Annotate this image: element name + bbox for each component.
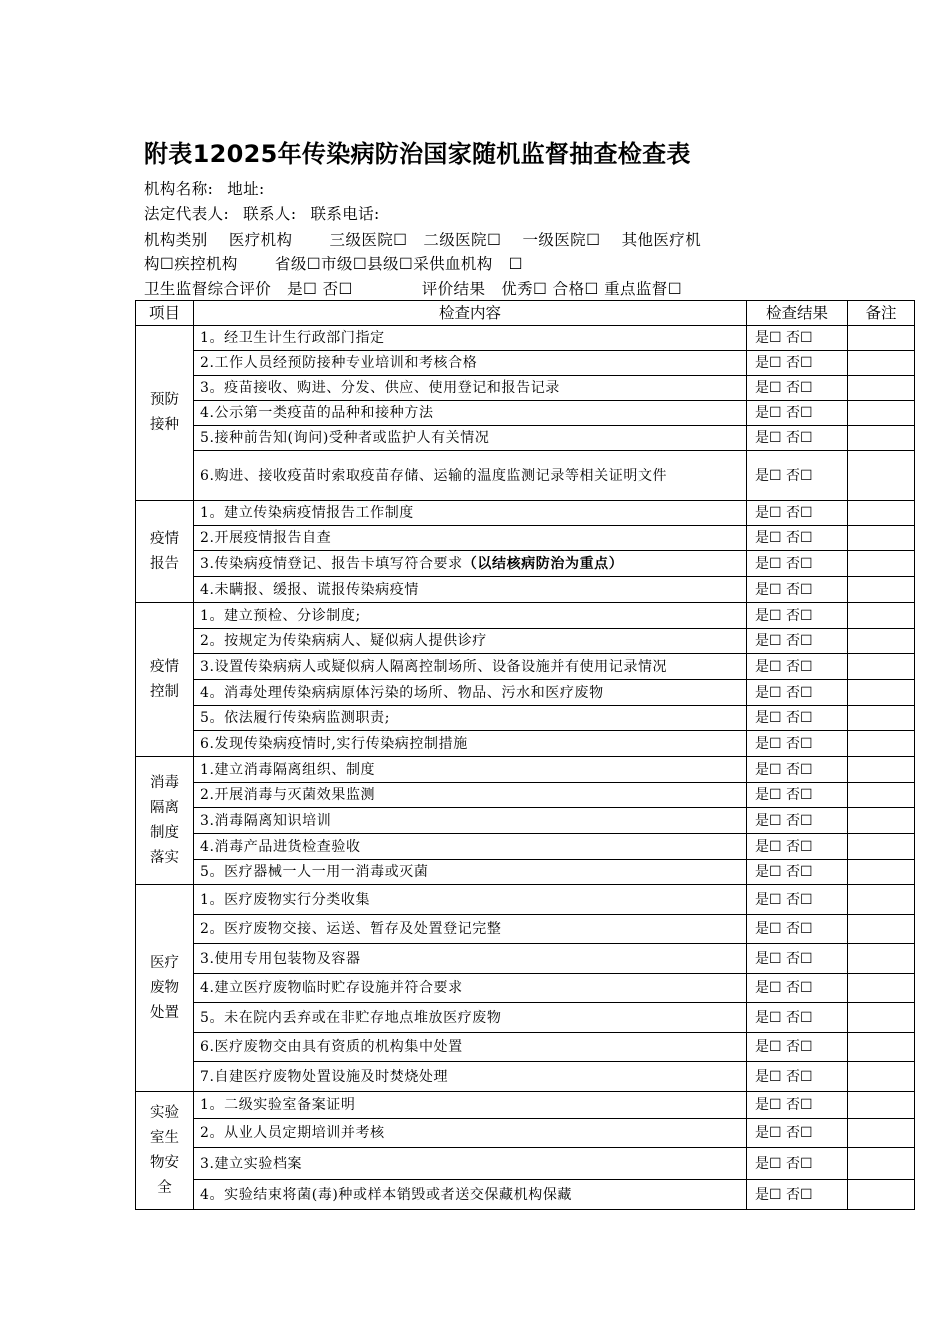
check-item-text: 6.医疗废物交由具有资质的机构集中处置 — [200, 1039, 463, 1055]
category-label-line: 控制 — [150, 683, 179, 700]
category-label-line: 医疗 — [150, 954, 179, 971]
check-item-cell — [194, 1119, 747, 1148]
category-cell — [136, 603, 194, 757]
category-label-line: 实验 — [150, 1104, 179, 1121]
check-item-text: 5.接种前告知(询问)受种者或监护人有关情况 — [200, 430, 490, 446]
check-item-text: 6.发现传染病疫情时,实行传染病控制措施 — [200, 735, 468, 752]
institution-name-label: 机构名称: — [144, 180, 214, 198]
category-label-line: 室生 — [150, 1129, 179, 1146]
address-label: 地址: — [227, 180, 265, 198]
check-item-cell — [194, 1033, 747, 1062]
result-checkbox-cell[interactable]: 是☐ 否☐ — [747, 1119, 848, 1148]
result-checkbox-cell[interactable]: 是☐ 否☐ — [747, 654, 848, 680]
table-row — [136, 974, 915, 1003]
check-item-text: 3.设置传染病病人或疑似病人隔离控制场所、设备设施并有使用记录情况 — [200, 658, 668, 675]
table-row — [136, 731, 915, 757]
note-cell[interactable] — [848, 1033, 915, 1062]
check-item-text: 5。医疗器械一人一用一消毒或灭菌 — [200, 864, 429, 880]
emphasis-note: （以结核病防治为重点） — [462, 555, 624, 572]
category-label-line: 疫情 — [150, 530, 179, 547]
check-item-cell — [194, 376, 747, 401]
note-cell[interactable] — [848, 680, 915, 706]
table-row — [136, 1062, 915, 1092]
table-row — [136, 885, 915, 915]
check-item-cell — [194, 757, 747, 783]
note-cell[interactable] — [848, 501, 915, 526]
info-line-category-cont: 构☐疾控机构 省级☐市级☐县级☐采供血机构 ☐ — [144, 255, 523, 273]
note-cell[interactable] — [848, 944, 915, 974]
info-line-evaluation: 卫生监督综合评价 是☐ 否☐ 评价结果 优秀☐ 合格☐ 重点监督☐ — [144, 280, 682, 298]
check-item-text: 2。医疗废物交接、运送、暂存及处置登记完整 — [200, 921, 502, 937]
table-row — [136, 426, 915, 451]
note-cell[interactable] — [848, 915, 915, 944]
contact-person-label: 联系人: — [243, 205, 297, 223]
table-row — [136, 915, 915, 944]
result-checkbox-cell[interactable]: 是☐ 否☐ — [747, 915, 848, 944]
check-item-cell — [194, 654, 747, 680]
inspection-table — [135, 300, 915, 1210]
table-row — [136, 1092, 915, 1119]
check-item-cell — [194, 731, 747, 757]
header-item: 项目 — [136, 301, 194, 326]
check-item-text: 5。依法履行传染病监测职责; — [200, 710, 391, 726]
check-item-text: 1。医疗废物实行分类收集 — [200, 891, 371, 908]
note-cell[interactable] — [848, 1148, 915, 1180]
table-body — [136, 326, 915, 1210]
result-checkbox-cell[interactable]: 是☐ 否☐ — [747, 351, 848, 376]
check-item-text: 1.建立消毒隔离组织、制度 — [200, 761, 376, 778]
note-cell[interactable] — [848, 860, 915, 885]
note-cell[interactable] — [848, 526, 915, 551]
note-cell[interactable] — [848, 974, 915, 1003]
header-content: 检查内容 — [194, 301, 747, 326]
table-row — [136, 944, 915, 974]
check-item-cell — [194, 401, 747, 426]
check-item-text: 3.建立实验档案 — [200, 1155, 303, 1172]
legal-rep-label: 法定代表人: — [144, 205, 230, 223]
result-checkbox-cell[interactable]: 是☐ 否☐ — [747, 326, 848, 351]
check-item-text: 4.公示第一类疫苗的品种和接种方法 — [200, 405, 434, 421]
result-checkbox-cell[interactable]: 是☐ 否☐ — [747, 1003, 848, 1033]
header-note: 备注 — [848, 301, 915, 326]
info-line-institution — [144, 177, 279, 199]
check-item-text: 2.工作人员经预防接种专业培训和考核合格 — [200, 355, 478, 371]
category-cell — [136, 757, 194, 885]
table-row — [136, 654, 915, 680]
result-checkbox-cell[interactable]: 是☐ 否☐ — [747, 451, 848, 501]
check-item-text: 3。疫苗接收、购进、分发、供应、使用登记和报告记录 — [200, 380, 560, 396]
note-cell[interactable] — [848, 603, 915, 629]
check-item-cell — [194, 974, 747, 1003]
result-checkbox-cell[interactable]: 是☐ 否☐ — [747, 944, 848, 974]
note-cell[interactable] — [848, 1119, 915, 1148]
category-label-line: 落实 — [150, 849, 179, 866]
check-item-text: 2.开展消毒与灭菌效果监测 — [200, 787, 376, 803]
table-row — [136, 526, 915, 551]
result-checkbox-cell[interactable]: 是☐ 否☐ — [747, 551, 848, 577]
table-row — [136, 1033, 915, 1062]
table-row — [136, 501, 915, 526]
table-row — [136, 401, 915, 426]
note-cell[interactable] — [848, 426, 915, 451]
category-label-line: 隔离 — [150, 799, 179, 816]
result-checkbox-cell[interactable]: 是☐ 否☐ — [747, 1062, 848, 1092]
check-item-text: 1。经卫生计生行政部门指定 — [200, 330, 385, 346]
table-row — [136, 376, 915, 401]
header-result: 检查结果 — [747, 301, 848, 326]
result-checkbox-cell[interactable]: 是☐ 否☐ — [747, 757, 848, 783]
table-row — [136, 808, 915, 834]
note-cell[interactable] — [848, 808, 915, 834]
note-cell[interactable] — [848, 577, 915, 603]
check-item-cell — [194, 526, 747, 551]
note-cell[interactable] — [848, 401, 915, 426]
check-item-text: 5。未在院内丢弃或在非贮存地点堆放医疗废物 — [200, 1009, 502, 1026]
table-row — [136, 680, 915, 706]
note-cell[interactable] — [848, 757, 915, 783]
table-row — [136, 629, 915, 654]
contact-phone-label: 联系电话: — [310, 205, 380, 223]
check-item-cell — [194, 451, 747, 501]
check-item-cell — [194, 501, 747, 526]
note-cell[interactable] — [848, 376, 915, 401]
check-item-cell — [194, 680, 747, 706]
note-cell[interactable] — [848, 1180, 915, 1210]
check-item-cell — [194, 351, 747, 376]
result-checkbox-cell[interactable]: 是☐ 否☐ — [747, 501, 848, 526]
check-item-text: 2。从业人员定期培训并考核 — [200, 1125, 385, 1141]
check-item-cell — [194, 629, 747, 654]
check-item-text: 1。二级实验室备案证明 — [200, 1097, 356, 1113]
result-checkbox-cell[interactable]: 是☐ 否☐ — [747, 376, 848, 401]
check-item-cell — [194, 860, 747, 885]
check-item-text: 6.购进、接收疫苗时索取疫苗存储、运输的温度监测记录等相关证明文件 — [200, 467, 668, 484]
result-checkbox-cell[interactable]: 是☐ 否☐ — [747, 1092, 848, 1119]
check-item-cell — [194, 551, 747, 577]
result-checkbox-cell[interactable]: 是☐ 否☐ — [747, 860, 848, 885]
table-row — [136, 1003, 915, 1033]
result-checkbox-cell[interactable]: 是☐ 否☐ — [747, 731, 848, 757]
check-item-text: 3.传染病疫情登记、报告卡填写符合要求 — [200, 555, 463, 572]
table-row — [136, 1119, 915, 1148]
category-label-line: 物安 — [150, 1154, 179, 1171]
check-item-text: 3.消毒隔离知识培训 — [200, 812, 332, 829]
check-item-cell — [194, 1003, 747, 1033]
category-label-line: 报告 — [150, 555, 179, 572]
note-cell[interactable] — [848, 731, 915, 757]
category-label-line: 疫情 — [150, 658, 179, 675]
note-cell[interactable] — [848, 629, 915, 654]
table-row — [136, 757, 915, 783]
result-checkbox-cell[interactable]: 是☐ 否☐ — [747, 1180, 848, 1210]
note-cell[interactable] — [848, 551, 915, 577]
table-header-row — [136, 301, 915, 326]
result-checkbox-cell[interactable]: 是☐ 否☐ — [747, 629, 848, 654]
category-label-line: 废物 — [150, 979, 179, 996]
check-item-cell — [194, 706, 747, 731]
check-item-cell — [194, 783, 747, 808]
result-checkbox-cell[interactable]: 是☐ 否☐ — [747, 526, 848, 551]
check-item-cell — [194, 1062, 747, 1092]
check-item-cell — [194, 1148, 747, 1180]
note-cell[interactable] — [848, 834, 915, 860]
check-item-text: 1。建立预检、分诊制度; — [200, 607, 361, 624]
check-item-cell — [194, 1092, 747, 1119]
category-cell — [136, 1092, 194, 1210]
check-item-text: 4。消毒处理传染病病原体污染的场所、物品、污水和医疗废物 — [200, 684, 604, 701]
info-line-contacts — [144, 202, 394, 224]
note-cell[interactable] — [848, 1003, 915, 1033]
table-row — [136, 783, 915, 808]
note-cell[interactable] — [848, 654, 915, 680]
info-line-category: 机构类别 医疗机构 三级医院☐ 二级医院☐ 一级医院☐ 其他医疗机 — [144, 231, 702, 249]
category-label-line: 处置 — [150, 1004, 179, 1021]
check-item-cell — [194, 326, 747, 351]
table-row — [136, 326, 915, 351]
note-cell[interactable] — [848, 885, 915, 915]
note-cell[interactable] — [848, 783, 915, 808]
check-item-text: 4.建立医疗废物临时贮存设施并符合要求 — [200, 980, 463, 996]
result-checkbox-cell[interactable]: 是☐ 否☐ — [747, 706, 848, 731]
document-title: 附表12025年传染病防治国家随机监督抽查检查表 — [144, 140, 691, 168]
check-item-text: 4.消毒产品进货检查验收 — [200, 838, 361, 855]
check-item-text: 4。实验结束将菌(毒)种或样本销毁或者送交保藏机构保藏 — [200, 1186, 573, 1203]
category-label-line: 消毒 — [150, 774, 179, 791]
check-item-text: 7.自建医疗废物处置设施及时焚烧处理 — [200, 1068, 449, 1085]
check-item-text: 1。建立传染病疫情报告工作制度 — [200, 505, 414, 521]
table-row — [136, 1180, 915, 1210]
result-checkbox-cell[interactable]: 是☐ 否☐ — [747, 603, 848, 629]
result-checkbox-cell[interactable]: 是☐ 否☐ — [747, 426, 848, 451]
table-row — [136, 1148, 915, 1180]
check-item-cell — [194, 915, 747, 944]
result-checkbox-cell[interactable]: 是☐ 否☐ — [747, 1033, 848, 1062]
result-checkbox-cell[interactable]: 是☐ 否☐ — [747, 401, 848, 426]
check-item-text: 2。按规定为传染病病人、疑似病人提供诊疗 — [200, 633, 487, 649]
result-checkbox-cell[interactable]: 是☐ 否☐ — [747, 974, 848, 1003]
result-checkbox-cell[interactable]: 是☐ 否☐ — [747, 1148, 848, 1180]
note-cell[interactable] — [848, 326, 915, 351]
table-row — [136, 577, 915, 603]
note-cell[interactable] — [848, 1062, 915, 1092]
result-checkbox-cell[interactable]: 是☐ 否☐ — [747, 834, 848, 860]
table-row — [136, 351, 915, 376]
result-checkbox-cell[interactable]: 是☐ 否☐ — [747, 808, 848, 834]
note-cell[interactable] — [848, 351, 915, 376]
check-item-cell — [194, 1180, 747, 1210]
category-label-line: 接种 — [150, 417, 179, 433]
check-item-cell — [194, 885, 747, 915]
result-checkbox-cell[interactable]: 是☐ 否☐ — [747, 783, 848, 808]
check-item-cell — [194, 834, 747, 860]
check-item-text: 2.开展疫情报告自查 — [200, 530, 332, 546]
table-row — [136, 451, 915, 501]
result-checkbox-cell[interactable]: 是☐ 否☐ — [747, 885, 848, 915]
check-item-cell — [194, 577, 747, 603]
table-row — [136, 706, 915, 731]
category-cell — [136, 885, 194, 1092]
result-checkbox-cell[interactable]: 是☐ 否☐ — [747, 680, 848, 706]
check-item-text: 4.未瞒报、缓报、谎报传染病疫情 — [200, 581, 419, 598]
result-checkbox-cell[interactable]: 是☐ 否☐ — [747, 577, 848, 603]
category-label-line: 制度 — [150, 824, 179, 841]
table-row — [136, 834, 915, 860]
check-item-text: 3.使用专用包装物及容器 — [200, 950, 361, 967]
note-cell[interactable] — [848, 451, 915, 501]
category-label-line: 预防 — [150, 392, 179, 408]
table-row — [136, 551, 915, 577]
check-item-cell — [194, 808, 747, 834]
check-item-cell — [194, 426, 747, 451]
check-item-cell — [194, 944, 747, 974]
table-row — [136, 860, 915, 885]
note-cell[interactable] — [848, 1092, 915, 1119]
note-cell[interactable] — [848, 706, 915, 731]
check-item-cell — [194, 603, 747, 629]
category-label-line: 全 — [157, 1179, 172, 1196]
table-row — [136, 603, 915, 629]
category-cell — [136, 326, 194, 501]
category-cell — [136, 501, 194, 603]
